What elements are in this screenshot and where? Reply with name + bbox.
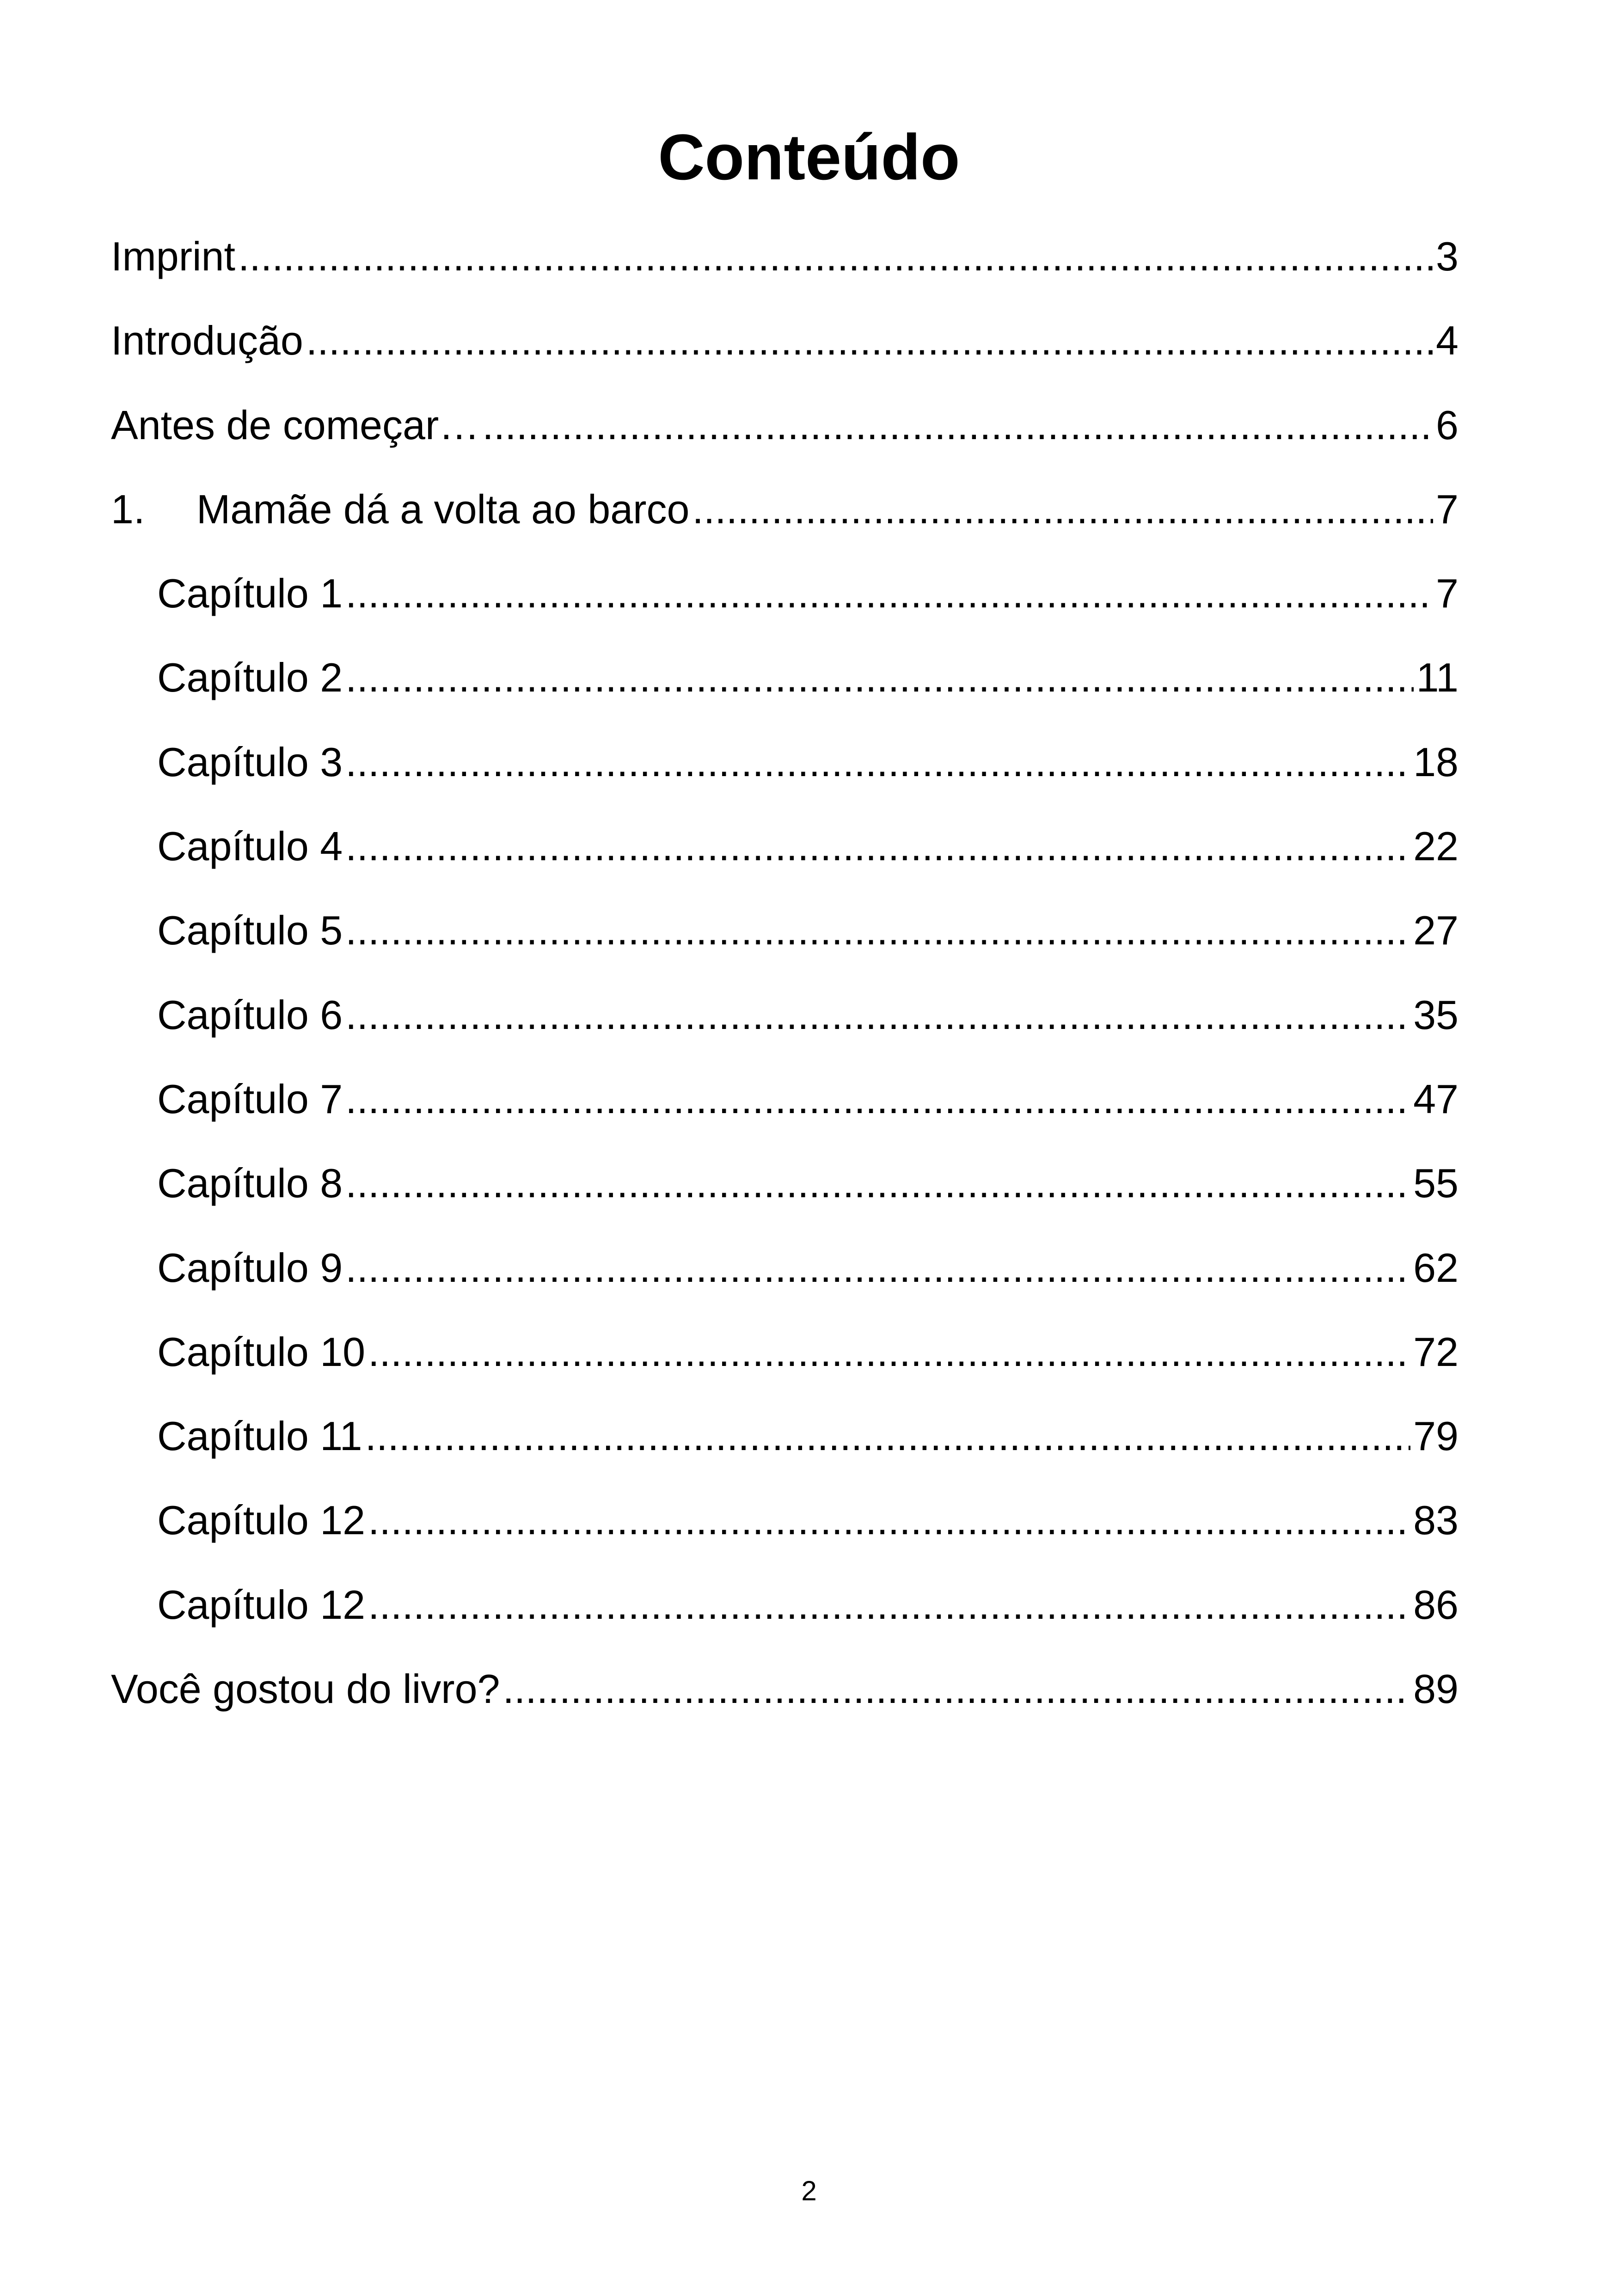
toc-entry-capitulo-1[interactable] <box>111 563 1459 648</box>
toc-entry-antes-de-comecar[interactable] <box>111 395 1459 479</box>
toc-list <box>111 227 1459 1743</box>
toc-entry-label: Capítulo 5 <box>157 907 343 954</box>
toc-entry-capitulo-4[interactable] <box>111 816 1459 900</box>
toc-entry-page: 3 <box>1436 233 1459 279</box>
toc-entry-imprint[interactable] <box>111 227 1459 311</box>
toc-entry-capitulo-10[interactable] <box>111 1322 1459 1406</box>
toc-entry-capitulo-2[interactable] <box>111 648 1459 732</box>
toc-leader-dots <box>345 563 1433 624</box>
toc-leader-dots <box>482 395 1433 455</box>
toc-entry-page: 86 <box>1413 1581 1459 1628</box>
toc-leader-dots <box>368 1575 1410 1635</box>
toc-entry-capitulo-8[interactable] <box>111 1153 1459 1237</box>
toc-entry-label: Capítulo 1 <box>157 570 343 617</box>
toc-entry-page: 11 <box>1416 655 1459 701</box>
toc-leader-dots <box>345 1238 1410 1298</box>
toc-entry-page: 47 <box>1413 1076 1459 1122</box>
toc-leader-dots <box>368 1322 1410 1382</box>
toc-entry-label: Capítulo 7 <box>157 1076 343 1122</box>
toc-entry-label: Capítulo 9 <box>157 1244 343 1291</box>
toc-entry-capitulo-7[interactable] <box>111 1069 1459 1153</box>
toc-leader-dots <box>692 479 1433 539</box>
toc-entry-capitulo-3[interactable] <box>111 732 1459 816</box>
toc-entry-page: 6 <box>1436 402 1459 448</box>
toc-entry-label: Capítulo 12 <box>157 1581 366 1628</box>
toc-entry-introducao[interactable] <box>111 311 1459 395</box>
toc-entry-label: Imprint <box>111 233 235 279</box>
toc-entry-label: Capítulo 10 <box>157 1329 366 1375</box>
toc-entry-section-1[interactable] <box>111 479 1459 563</box>
toc-entry-page: 79 <box>1413 1413 1459 1459</box>
toc-entry-voce-gostou[interactable] <box>111 1659 1459 1743</box>
toc-entry-page: 55 <box>1413 1160 1459 1206</box>
page-number: 2 <box>801 2175 817 2206</box>
toc-entry-page: 83 <box>1413 1497 1459 1543</box>
toc-entry-label: Você gostou do livro? <box>111 1666 500 1712</box>
toc-entry-label: Capítulo 2 <box>157 655 343 701</box>
toc-entry-page: 35 <box>1413 992 1459 1038</box>
toc-entry-page: 18 <box>1413 739 1459 785</box>
toc-entry-label: Capítulo 3 <box>157 739 343 785</box>
toc-entry-page: 22 <box>1413 823 1459 869</box>
toc-entry-label: Introdução <box>111 318 303 364</box>
toc-entry-label: Capítulo 12 <box>157 1497 366 1543</box>
toc-leader-dots <box>345 1069 1410 1129</box>
toc-entry-page: 4 <box>1436 318 1459 364</box>
toc-entry-capitulo-5[interactable] <box>111 900 1459 985</box>
toc-entry-page: 7 <box>1436 570 1459 617</box>
toc-entry-number: 1. <box>111 486 145 532</box>
toc-leader-dots <box>345 985 1410 1045</box>
toc-entry-label: Capítulo 8 <box>157 1160 343 1206</box>
toc-leader-dots <box>503 1659 1410 1719</box>
toc-entry-label: Mamãe dá a volta ao barco <box>196 486 690 532</box>
toc-leader-dots <box>345 816 1410 876</box>
toc-leader-dots <box>345 1153 1410 1213</box>
toc-entry-capitulo-11[interactable] <box>111 1406 1459 1490</box>
toc-entry-page: 62 <box>1413 1244 1459 1291</box>
toc-entry-label: Capítulo 6 <box>157 992 343 1038</box>
toc-entry-page: 27 <box>1413 907 1459 954</box>
toc-entry-page: 89 <box>1413 1666 1459 1712</box>
toc-entry-capitulo-9[interactable] <box>111 1238 1459 1322</box>
toc-leader-dots <box>368 1490 1410 1550</box>
toc-leader-dots <box>345 900 1410 961</box>
toc-entry-capitulo-6[interactable] <box>111 985 1459 1069</box>
toc-leader-dots <box>345 732 1410 792</box>
toc-entry-page: 72 <box>1413 1329 1459 1375</box>
toc-entry-label: Capítulo 4 <box>157 823 343 869</box>
toc-entry-page: 7 <box>1436 486 1459 532</box>
toc-entry-capitulo-12-second[interactable] <box>111 1575 1459 1659</box>
toc-leader-dots <box>238 227 1433 287</box>
toc-entry-label: Antes de começar… <box>111 402 480 448</box>
toc-leader-dots <box>345 648 1413 708</box>
toc-entry-capitulo-12[interactable] <box>111 1490 1459 1574</box>
toc-leader-dots <box>306 311 1433 371</box>
toc-title: Conteúdo <box>658 121 960 193</box>
toc-entry-label: Capítulo 11 <box>157 1413 362 1459</box>
toc-leader-dots <box>365 1406 1411 1466</box>
